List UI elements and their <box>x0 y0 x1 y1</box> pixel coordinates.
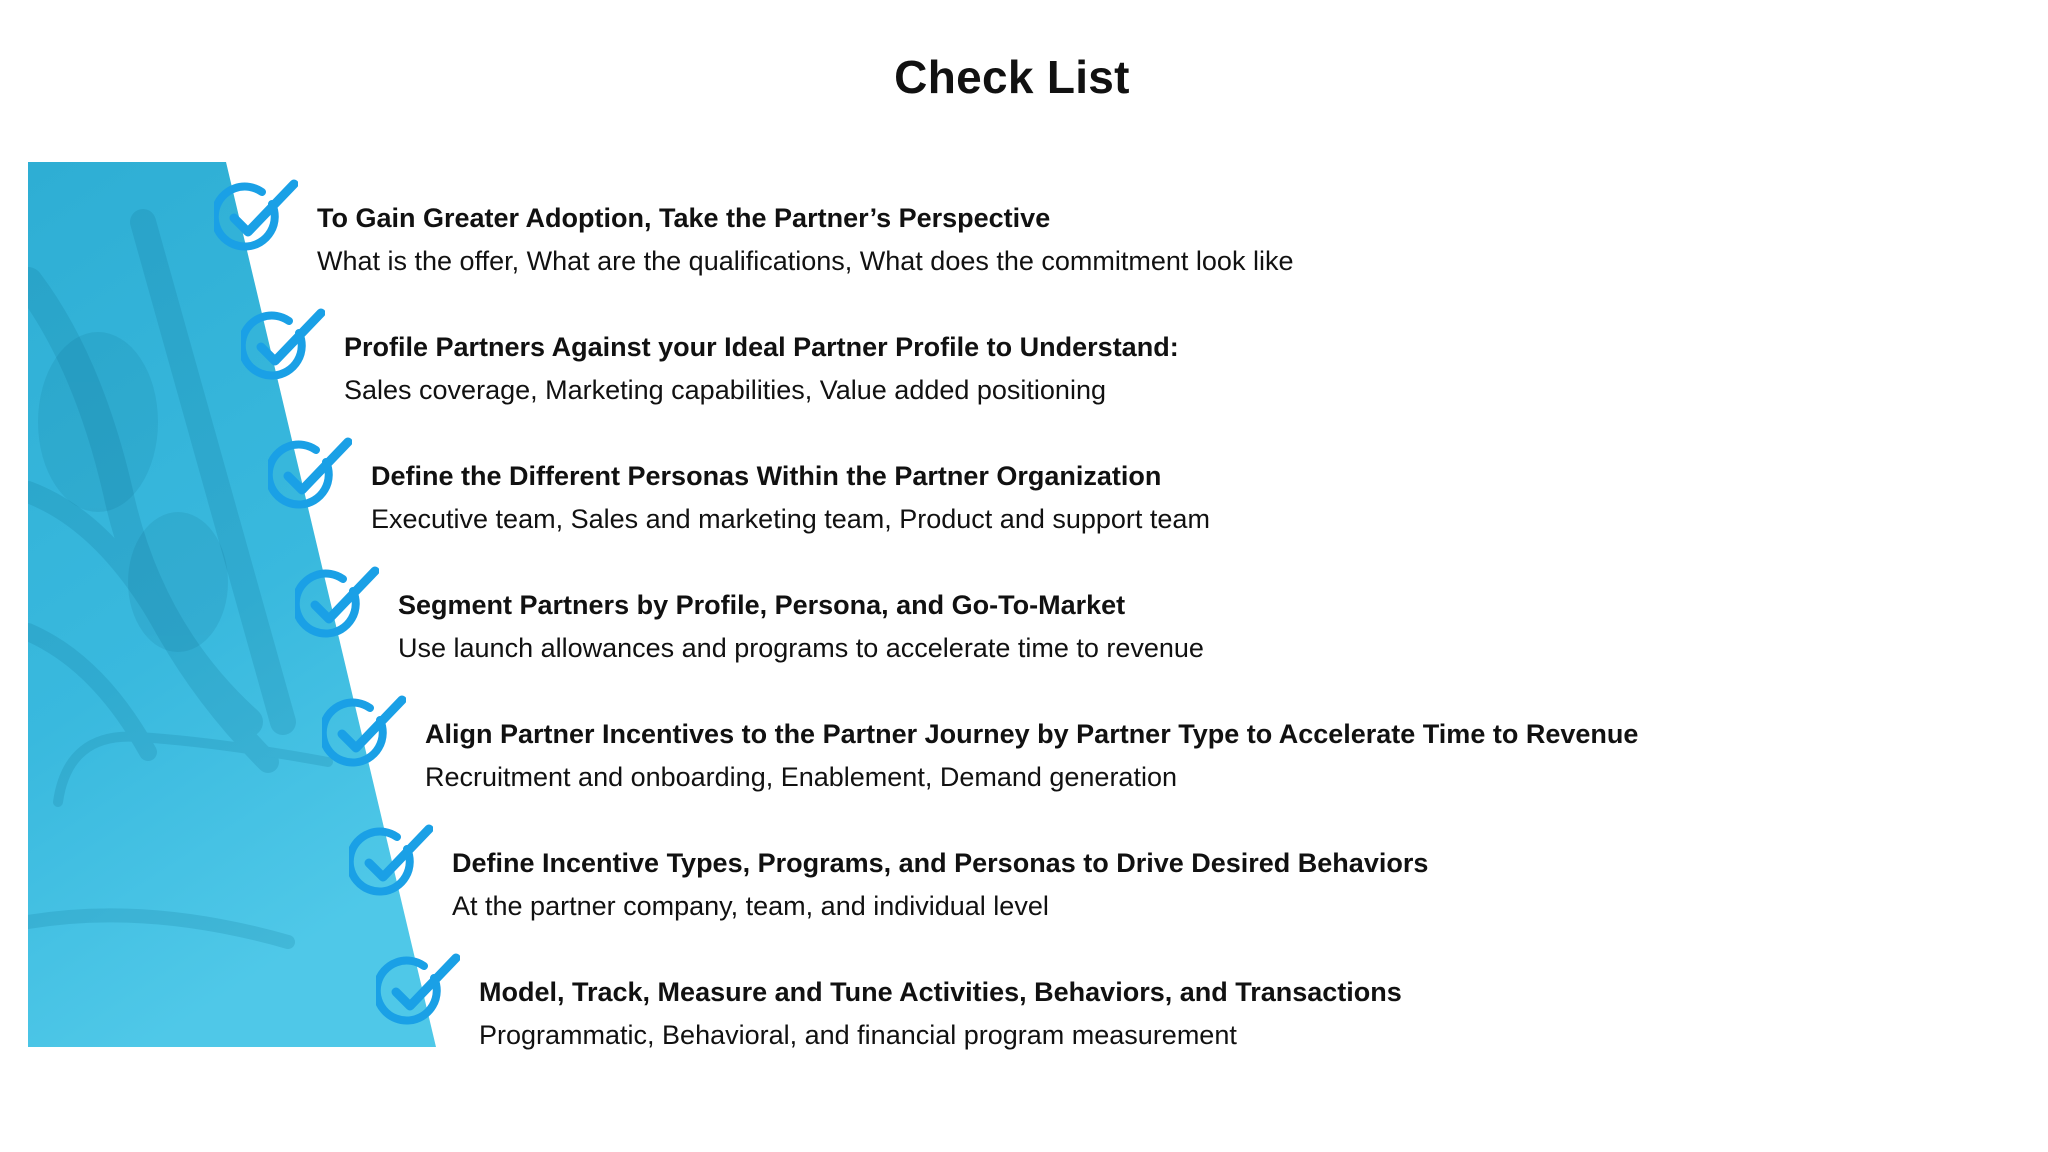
checklist-item-text <box>452 845 1428 924</box>
checklist-item-heading: Profile Partners Against your Ideal Partner Profile to Understand: <box>344 332 1179 362</box>
checklist-item-text <box>344 329 1179 408</box>
checklist-item-text <box>398 587 1204 666</box>
checklist-item-text <box>317 200 1293 279</box>
checklist-item-description: What is the offer, What are the qualifications, What does the commitment look like <box>317 246 1294 276</box>
checklist-item-description: Programmatic, Behavioral, and financial program measurement <box>479 1020 1237 1050</box>
checklist-item-description: At the partner company, team, and individual level <box>452 891 1049 921</box>
checklist-item-description: Recruitment and onboarding, Enablement, Demand generation <box>425 762 1177 792</box>
checklist-item-heading: Model, Track, Measure and Tune Activities, Behaviors, and Transactions <box>479 977 1402 1007</box>
checklist-item-description: Sales coverage, Marketing capabilities, Value added positioning <box>344 375 1106 405</box>
checklist-item-description: Executive team, Sales and marketing team, Product and support team <box>371 504 1210 534</box>
checklist-item-heading: Segment Partners by Profile, Persona, and Go-To-Market <box>398 590 1126 620</box>
checklist-item-text <box>371 458 1210 537</box>
checklist-item-heading: Define the Different Personas Within the Partner Organization <box>371 461 1162 491</box>
checklist-item-description: Use launch allowances and programs to accelerate time to revenue <box>398 633 1204 663</box>
checklist-item-text <box>479 974 1402 1053</box>
checklist-item-heading: Align Partner Incentives to the Partner Journey by Partner Type to Accelerate Time to Revenue <box>425 719 1639 749</box>
check-circle-icon <box>349 823 433 899</box>
check-circle-icon <box>241 307 325 383</box>
check-circle-icon <box>322 694 406 770</box>
checklist-item-text <box>425 716 1638 795</box>
check-circle-icon <box>376 952 460 1028</box>
check-circle-icon <box>295 565 379 641</box>
checklist-item-heading: To Gain Greater Adoption, Take the Partner’s Perspective <box>317 203 1051 233</box>
page-title: Check List <box>894 51 1130 103</box>
check-circle-icon <box>214 178 298 254</box>
checklist-item-heading: Define Incentive Types, Programs, and Personas to Drive Desired Behaviors <box>452 848 1429 878</box>
check-circle-icon <box>268 436 352 512</box>
photo-panel-image <box>28 162 448 1047</box>
